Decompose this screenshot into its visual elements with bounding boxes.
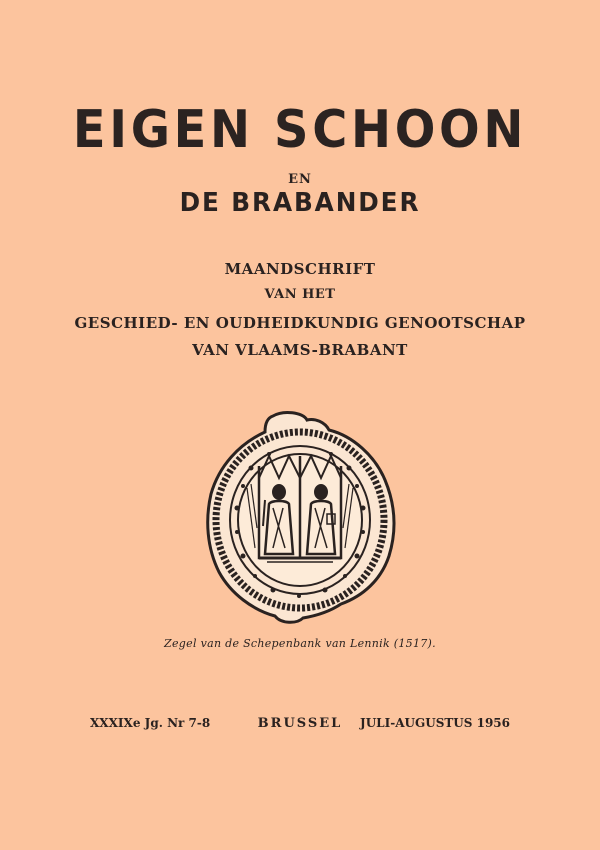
masthead-line-3: GESCHIED- EN OUDHEIDKUNDIG GENOOTSCHAP xyxy=(74,314,526,332)
cover-subtitle: DE BRABANDER xyxy=(179,188,421,218)
publication-date: JULI-AUGUSTUS 1956 xyxy=(360,716,510,730)
cover-title-conjunction: EN xyxy=(288,172,312,187)
publication-city: BRUSSEL xyxy=(257,716,343,731)
cover-title: EIGEN SCHOON xyxy=(72,100,528,160)
masthead-line-1: MAANDSCHRIFT xyxy=(224,260,376,278)
seal-caption: Zegel van de Schepenbank van Lennik (1517). xyxy=(164,637,436,650)
issue-number: XXXIXe Jg. Nr 7-8 xyxy=(90,716,211,730)
masthead-line-4: VAN VLAAMS-BRABANT xyxy=(192,341,408,359)
wax-seal-icon xyxy=(203,408,398,626)
masthead-line-2: VAN HET xyxy=(264,287,336,302)
